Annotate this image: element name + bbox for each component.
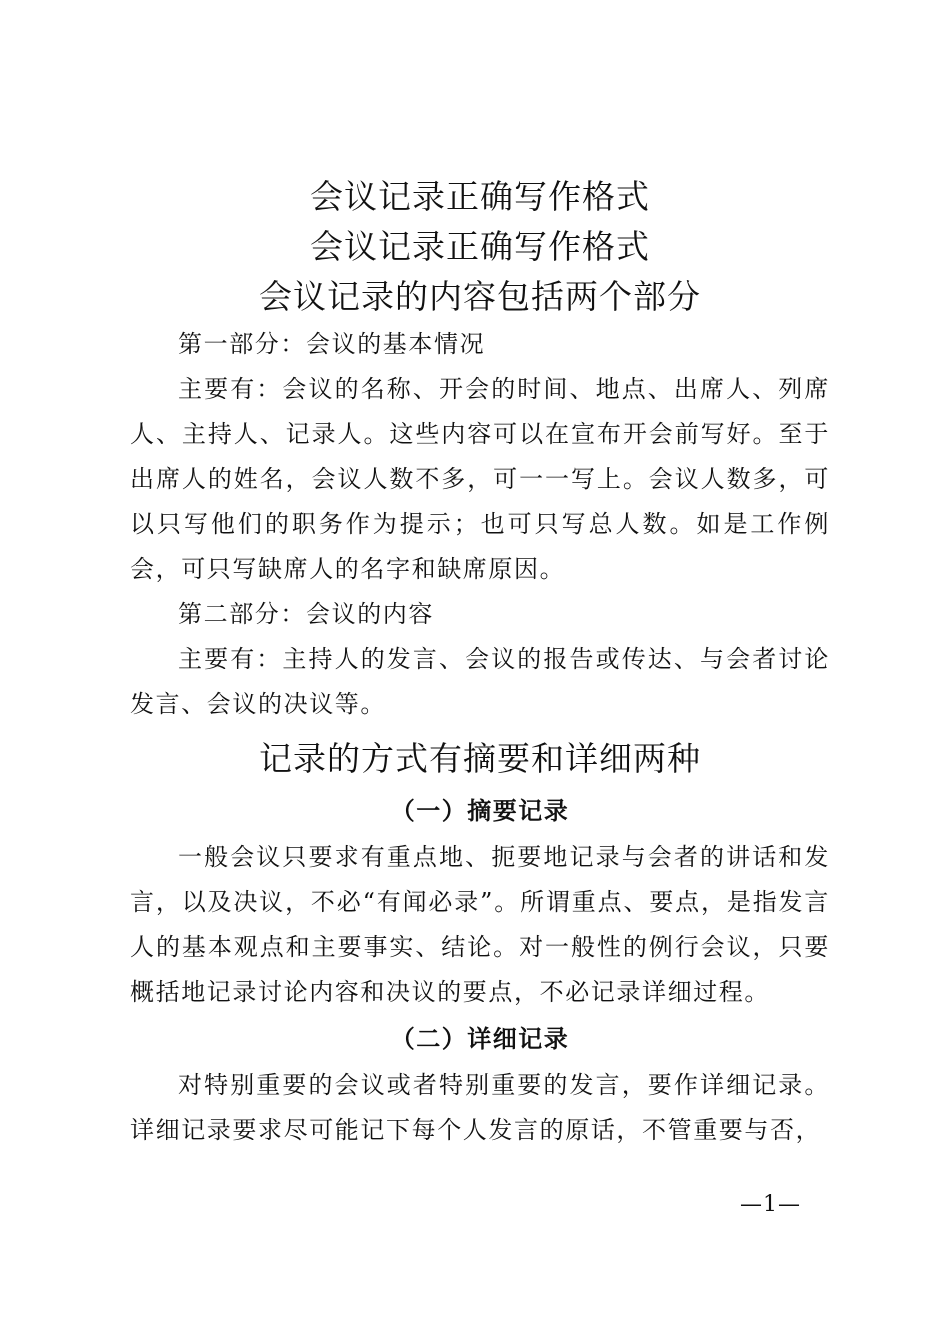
summary-body: 一般会议只要求有重点地、扼要地记录与会者的讲话和发言，以及决议，不必“有闻必录”。所谓重点、要点，是指发言人的基本观点和主要事实、结论。对一般性的例行会议，只要概括地记录讨论内容和决议的要点，不必记录详细过程。 bbox=[130, 843, 830, 1006]
document-title-3: 会议记录的内容包括两个部分 bbox=[259, 277, 701, 316]
section-title: 记录的方式有摘要和详细两种 bbox=[259, 739, 701, 778]
detail-body: 对特别重要的会议或者特别重要的发言，要作详细记录。详细记录要求尽可能记下每个人发言的原话，不管重要与否， bbox=[130, 1071, 830, 1144]
part1-body: 主要有：会议的名称、开会的时间、地点、出席人、列席人、主持人、记录人。这些内容可以在宣布开会前写好。至于出席人的姓名，会议人数不多，可一一写上。会议人数多，可以只写他们的职务作为提示；也可只写总人数。如是工作例会，可只写缺席人的名字和缺席原因。 bbox=[130, 375, 830, 583]
summary-heading: （一）摘要记录 bbox=[390, 796, 570, 825]
part2-body: 主要有：主持人的发言、会议的报告或传达、与会者讨论发言、会议的决议等。 bbox=[130, 645, 830, 718]
detail-heading: （二）详细记录 bbox=[390, 1024, 570, 1053]
document-title-1: 会议记录正确写作格式 bbox=[310, 177, 650, 216]
document-content bbox=[130, 172, 830, 1153]
document-title-2: 会议记录正确写作格式 bbox=[310, 227, 650, 266]
part1-heading: 第一部分：会议的基本情况 bbox=[178, 330, 486, 358]
page-number: —1— bbox=[740, 1192, 801, 1217]
part2-heading: 第二部分：会议的内容 bbox=[178, 600, 434, 628]
